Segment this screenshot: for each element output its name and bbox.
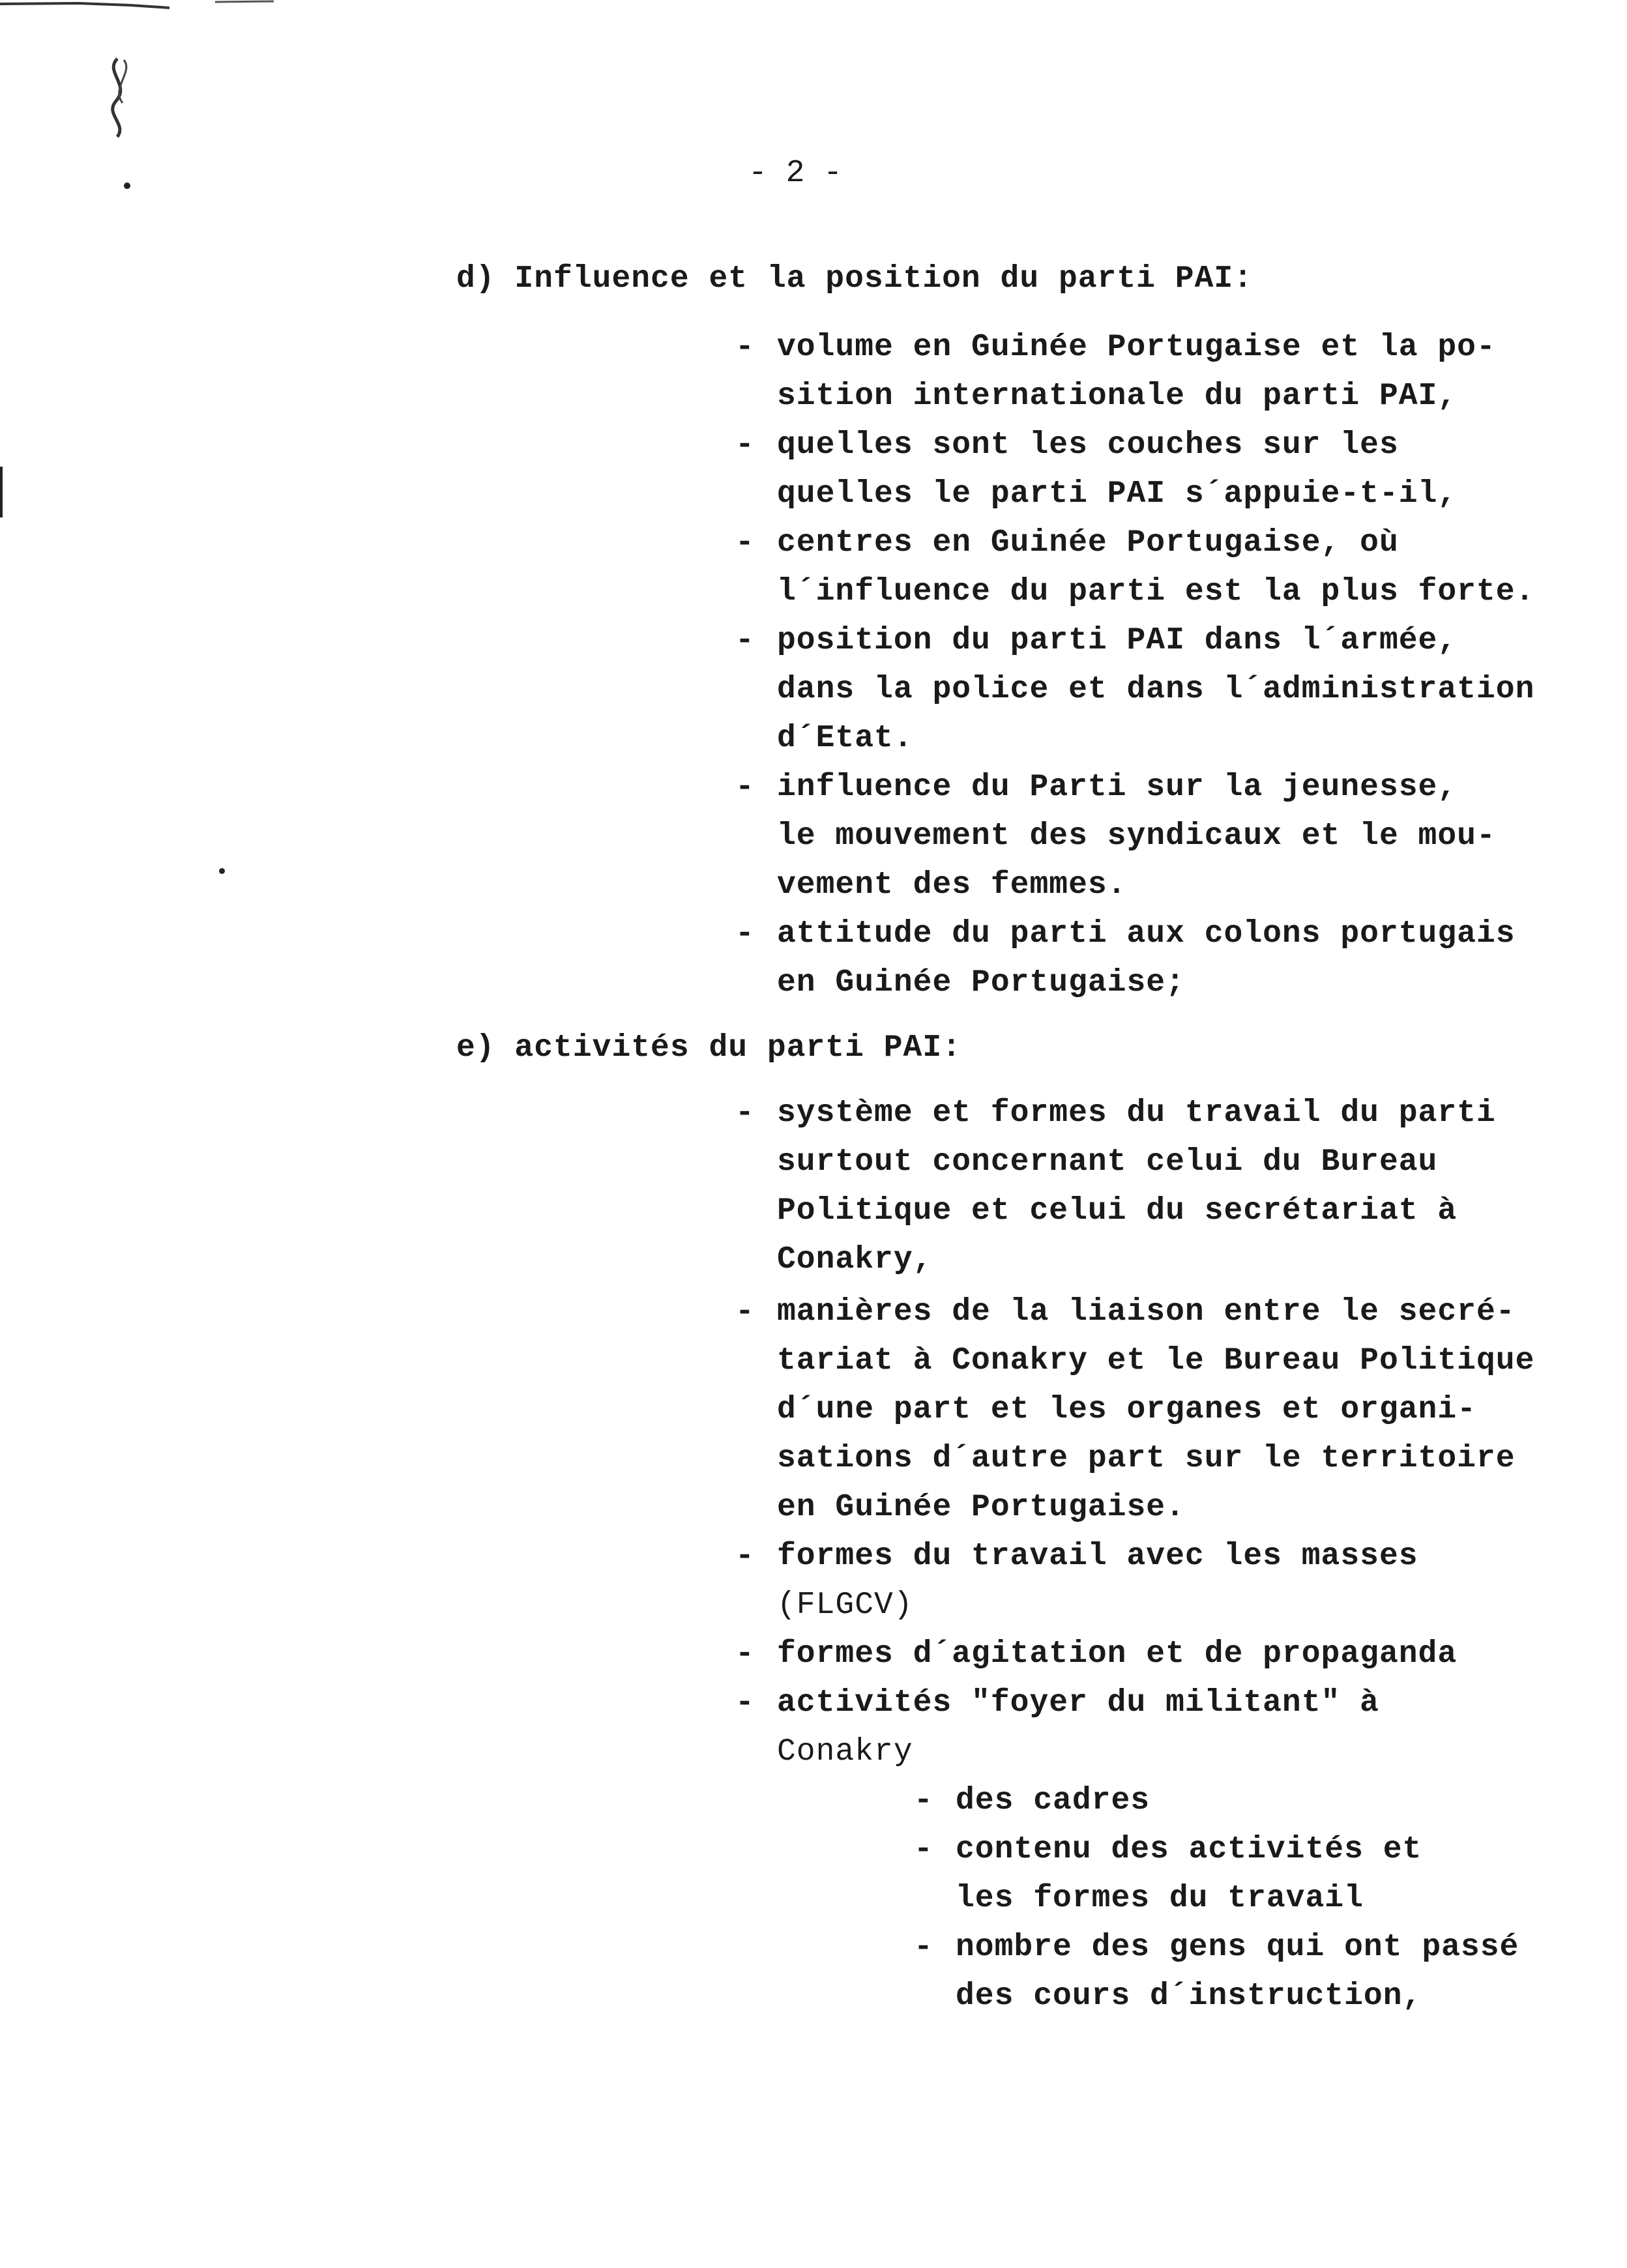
list-item-line: influence du Parti sur la jeunesse, [777,770,1458,805]
sublist-bullet: - [914,1783,933,1818]
list-item-line: d´une part et les organes et organi- [777,1392,1476,1427]
list-item-line: système et formes du travail du parti [777,1096,1496,1131]
sublist-item-line: les formes du travail [956,1881,1364,1916]
list-item-line: Conakry [777,1734,913,1769]
list-item-line: Politique et celui du secrétariat à [777,1193,1458,1228]
list-item-line: surtout concernant celui du Bureau [777,1144,1438,1180]
list-item-line: tariat à Conakry et le Bureau Politique [777,1343,1535,1378]
list-item-line: dans la police et dans l´administration [777,672,1535,707]
page-number: - 2 - [748,156,843,191]
list-bullet: - [735,1294,755,1330]
list-bullet: - [735,428,755,463]
list-item-line: sition internationale du parti PAI, [777,379,1458,414]
list-item-line: quelles le parti PAI s´appuie-t-il, [777,476,1458,512]
margin-dot [219,868,225,874]
list-bullet: - [735,330,755,365]
list-item-line: vement des femmes. [777,867,1127,903]
margin-dot [124,182,130,189]
list-item-line: sations d´autre part sur le territoire [777,1441,1516,1476]
section-e-heading: e) activités du parti PAI: [456,1030,961,1066]
list-item-line: attitude du parti aux colons portugais [777,916,1516,952]
list-item-line: manières de la liaison entre le secré- [777,1294,1516,1330]
list-bullet: - [735,770,755,805]
sublist-item-line: nombre des gens qui ont passé [956,1930,1519,1965]
list-bullet: - [735,1636,755,1672]
list-bullet: - [735,525,755,560]
section-d-heading: d) Influence et la position du parti PAI: [456,261,1253,297]
list-item-line: quelles sont les couches sur les [777,428,1399,463]
list-item-line: Conakry, [777,1242,933,1277]
list-bullet: - [735,1539,755,1574]
list-item-line: en Guinée Portugaise. [777,1490,1185,1525]
list-item-line: formes d´agitation et de propaganda [777,1636,1458,1672]
sublist-item-line: des cadres [956,1783,1151,1818]
list-bullet: - [735,1685,755,1721]
scan-edge-mark [0,0,280,9]
sublist-bullet: - [914,1832,933,1867]
sublist-item-line: contenu des activités et [956,1832,1422,1867]
list-item-line: formes du travail avec les masses [777,1539,1418,1574]
margin-scribble [98,52,137,143]
sublist-bullet: - [914,1930,933,1965]
list-item-line: d´Etat. [777,721,913,756]
list-item-line: le mouvement des syndicaux et le mou- [777,819,1496,854]
list-item-line: volume en Guinée Portugaise et la po- [777,330,1496,365]
list-item-line: position du parti PAI dans l´armée, [777,623,1458,658]
list-item-line: en Guinée Portugaise; [777,965,1185,1000]
sublist-item-line: des cours d´instruction, [956,1979,1422,2014]
left-edge-line [0,467,3,517]
list-item-line: l´influence du parti est la plus forte. [777,574,1535,609]
list-bullet: - [735,623,755,658]
list-item-line: activités "foyer du militant" à [777,1685,1379,1721]
list-item-line: (FLGCV) [777,1588,913,1623]
list-item-line: centres en Guinée Portugaise, où [777,525,1399,560]
list-bullet: - [735,916,755,952]
list-bullet: - [735,1096,755,1131]
